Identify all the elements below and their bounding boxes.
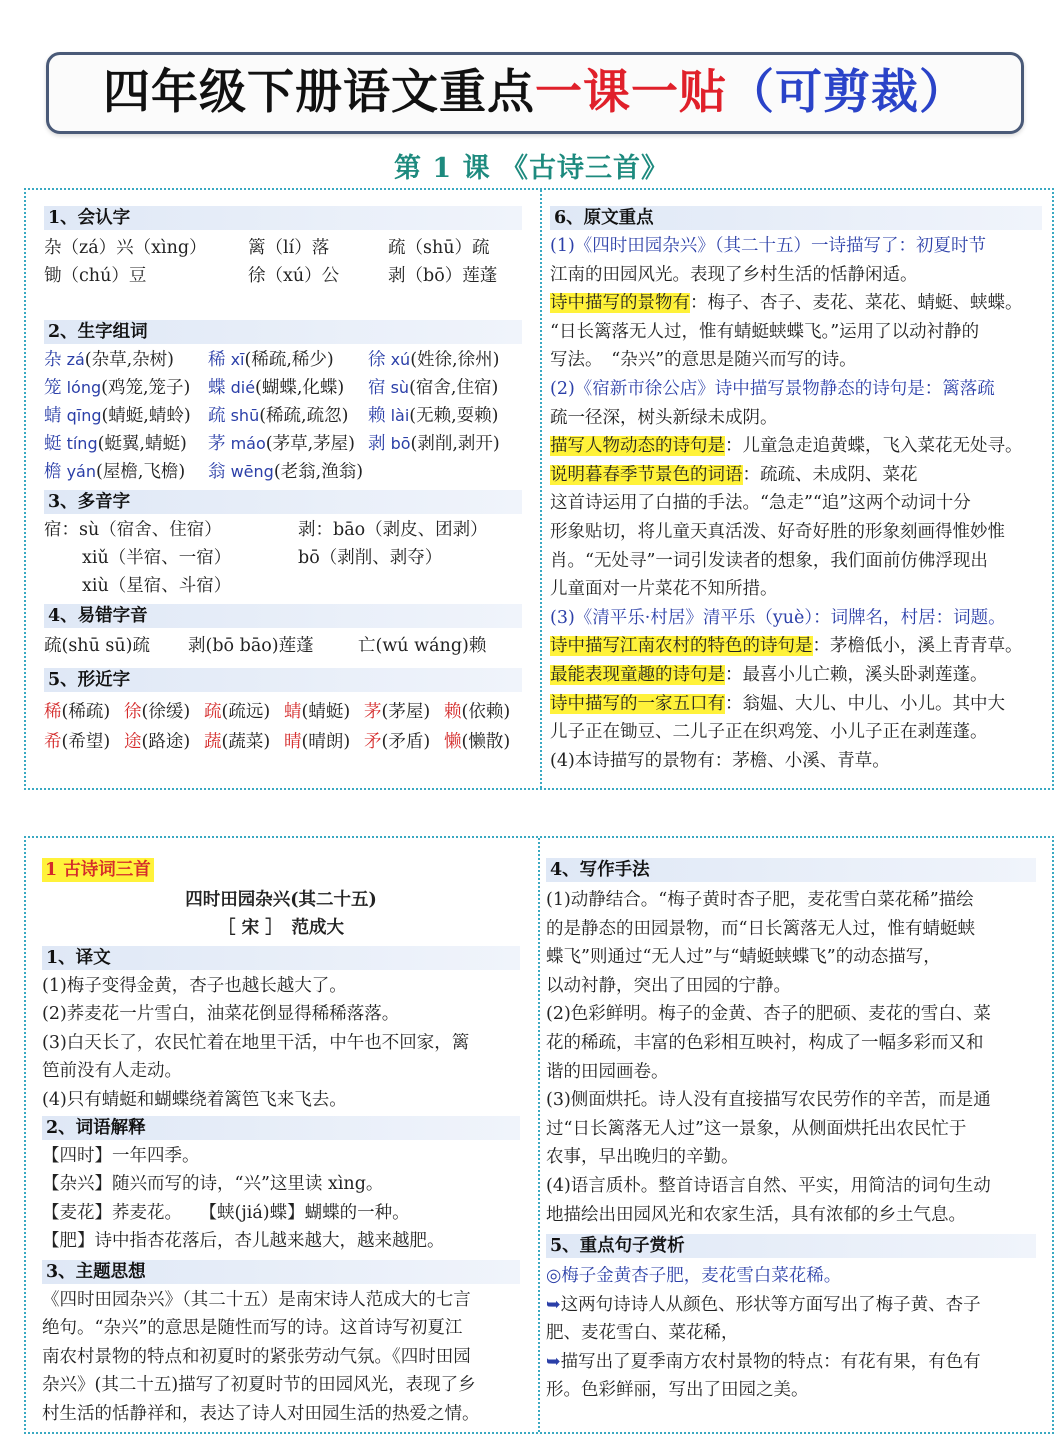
similar-char: 蜻 bbox=[284, 702, 302, 722]
section-heading: 4、写作手法 bbox=[546, 858, 1036, 882]
word-examples: (蜓翼,蜻蜓) bbox=[97, 434, 187, 454]
word-group-item bbox=[44, 404, 191, 428]
highlighted-prompt: 描写人物动态的诗句是 bbox=[550, 436, 725, 457]
column-divider bbox=[540, 190, 542, 788]
pinyin: zá bbox=[61, 350, 85, 369]
section-heading: 1、译文 bbox=[42, 946, 520, 970]
pinyin: dié bbox=[225, 378, 256, 397]
technique-line: 以动衬静，突出了田园的宁静。 bbox=[546, 975, 791, 996]
answer-text: ：疏疏、未成阴、菜花 bbox=[742, 464, 918, 485]
key-text-line: 形象贴切，将儿童天真活泼、好奇好胜的形象刻画得惟妙惟 bbox=[550, 522, 1005, 542]
new-char: 杂 bbox=[44, 350, 62, 370]
answer-text: ：最喜小儿亡赖，溪头卧剥莲蓬。 bbox=[725, 665, 988, 685]
similar-char: 途 bbox=[124, 732, 142, 752]
key-text-line: 写法。 “杂兴”的意思是随兴而写的诗。 bbox=[550, 350, 857, 371]
theme-line: 杂兴》(其二十五)描写了初夏时节的田园风光，表现了乡 bbox=[42, 1375, 476, 1396]
answer-text: ：翁媪、大儿、中儿、小儿。其中大 bbox=[725, 693, 1005, 714]
word-group-item bbox=[368, 432, 500, 456]
banner-title: 四年级下册语文重点 bbox=[103, 65, 535, 120]
poem-author: ［ 宋 ］ 范成大 bbox=[218, 918, 344, 938]
pinyin: xī bbox=[225, 350, 245, 369]
similar-char: 徐 bbox=[124, 702, 142, 722]
word-examples: (宿舍,住宿) bbox=[409, 378, 499, 398]
similar-char-item bbox=[364, 700, 430, 724]
recognize-char-item: 疏（shū）疏 bbox=[388, 238, 490, 258]
tricky-pronunciation-item: 疏(shū sū)疏 bbox=[44, 636, 150, 656]
glossary-line: 【四时】一年四季。 bbox=[42, 1146, 200, 1166]
key-text-line: (3)《清平乐·村居》清平乐（yuè）：词牌名，村居：词题。 bbox=[550, 607, 1006, 628]
glossary-line: 【杂兴】随兴而写的诗，“兴”这里读 xìng。 bbox=[42, 1174, 384, 1195]
word-examples: (老翁,渔翁) bbox=[273, 462, 364, 482]
recognize-char-item: 篱（lí）落 bbox=[248, 238, 330, 258]
key-text-line bbox=[550, 692, 1042, 716]
new-char: 檐 bbox=[44, 462, 62, 482]
pinyin: tíng bbox=[61, 434, 98, 453]
word-group-item bbox=[368, 404, 499, 428]
polyphone-item: xiǔ（半宿、一宿） bbox=[82, 548, 232, 568]
technique-line: 花的稀疏，丰富的色彩相互映衬，构成了一幅多彩而又和 bbox=[546, 1033, 984, 1053]
key-text-line: 疏一径深，树头新绿未成阴。 bbox=[550, 407, 778, 428]
key-text-line: (1)《四时田园杂兴》（其二十五）一诗描写了：初夏时节 bbox=[550, 236, 987, 256]
key-text-line: 这首诗运用了白描的手法。“急走”“追”这两个动词十分 bbox=[550, 493, 971, 514]
card1-left-column bbox=[44, 206, 522, 786]
similar-char-item bbox=[124, 730, 190, 754]
translation-line: (1)梅子变得金黄，杏子也越长越大了。 bbox=[42, 976, 347, 996]
technique-line: 地描绘出田园风光和农家生活，具有浓郁的乡土气息。 bbox=[546, 1204, 966, 1225]
banner-note: （可剪裁） bbox=[727, 65, 967, 120]
similar-char-word: (蔬菜) bbox=[221, 732, 271, 752]
new-char: 稀 bbox=[208, 350, 226, 370]
glossary-line: 【肥】诗中指杏花落后，杏儿越来越大，越来越肥。 bbox=[42, 1231, 445, 1252]
pinyin: lài bbox=[385, 406, 410, 425]
similar-char-word: (疏远) bbox=[221, 702, 271, 722]
technique-line: 过“日长篱落无人过”这一景象，从侧面烘托出农民忙于 bbox=[546, 1118, 967, 1139]
pinyin: xú bbox=[385, 350, 411, 369]
similar-char-item bbox=[444, 700, 510, 724]
banner-highlight: 一课一贴 bbox=[535, 65, 727, 120]
word-group-item bbox=[44, 376, 190, 400]
highlighted-prompt: 最能表现童趣的诗句是 bbox=[550, 665, 725, 685]
polyphone-item: 宿：sù（宿舍、住宿） bbox=[44, 520, 222, 540]
card1-right-column bbox=[550, 206, 1042, 786]
similar-char: 矛 bbox=[364, 732, 382, 752]
similar-char-word: (路途) bbox=[141, 732, 191, 752]
word-examples: (杂草,杂树) bbox=[84, 350, 175, 370]
theme-line: 南农村景物的特点和初夏时的紧张劳动气氛。《四时田园 bbox=[42, 1346, 471, 1367]
appreciation-text: 梅子金黄杏子肥，麦花雪白菜花稀。 bbox=[561, 1266, 842, 1286]
word-examples: (姓徐,徐州) bbox=[410, 350, 500, 370]
similar-char-word: (希望) bbox=[61, 732, 111, 752]
key-text-line: 儿子正在锄豆、二儿子正在织鸡笼、小儿子正在剥莲蓬。 bbox=[550, 722, 988, 743]
word-group-item bbox=[44, 432, 187, 456]
section-heading: 6、原文重点 bbox=[550, 206, 1042, 230]
polyphone-item: xiù（星宿、斗宿） bbox=[82, 576, 232, 596]
arrow-bullet-icon: ➥ bbox=[546, 1351, 561, 1372]
word-examples: (稀疏,疏忽) bbox=[259, 406, 349, 426]
new-char: 翁 bbox=[208, 462, 226, 482]
similar-char-item bbox=[444, 730, 510, 754]
translation-line: (2)荞麦花一片雪白，油菜花倒显得稀稀落落。 bbox=[42, 1004, 400, 1025]
new-char: 赖 bbox=[368, 406, 386, 426]
word-examples: (茅草,茅屋) bbox=[265, 434, 355, 454]
pinyin: shū bbox=[225, 406, 260, 425]
pinyin: lóng bbox=[61, 378, 102, 397]
new-char: 剥 bbox=[368, 434, 386, 454]
key-text-line: “日长篱落无人过，惟有蜻蜓蛱蝶飞。”运用了以动衬静的 bbox=[550, 321, 980, 342]
word-group-item bbox=[208, 460, 363, 484]
similar-char: 希 bbox=[44, 732, 62, 752]
similar-char-item bbox=[44, 730, 110, 754]
technique-line: (3)侧面烘托。诗人没有直接描写农民劳作的辛苦，而是通 bbox=[546, 1090, 991, 1111]
similar-char-item bbox=[124, 700, 190, 724]
appreciation-text: 描写出了夏季南方农村景物的特点：有花有果，有色有 bbox=[560, 1351, 981, 1372]
similar-char-word: (稀疏) bbox=[61, 702, 111, 722]
word-group-item bbox=[208, 404, 348, 428]
lesson-tag: 1 古诗词三首 bbox=[42, 858, 154, 882]
word-group-item bbox=[208, 348, 334, 372]
new-char: 笼 bbox=[44, 378, 62, 398]
section-heading: 2、生字组词 bbox=[44, 320, 522, 344]
appreciation-line bbox=[546, 1293, 1036, 1317]
theme-line: 绝句。“杂兴”的意思是随性而写的诗。这首诗写初夏江 bbox=[42, 1318, 463, 1339]
similar-char: 疏 bbox=[204, 702, 222, 722]
similar-char-word: (徐缓) bbox=[141, 702, 191, 722]
theme-line: 《四时田园杂兴》（其二十五）是南宋诗人范成大的七言 bbox=[42, 1290, 471, 1310]
key-text-line: (4)本诗描写的景物有：茅檐、小溪、青草。 bbox=[550, 750, 890, 771]
word-group-item bbox=[208, 432, 355, 456]
section-heading: 2、词语解释 bbox=[42, 1116, 520, 1140]
highlighted-prompt: 诗中描写的一家五口有 bbox=[550, 693, 725, 714]
similar-char-item bbox=[284, 700, 350, 724]
word-group-item bbox=[368, 376, 498, 400]
technique-line: 谐的田园画卷。 bbox=[546, 1061, 669, 1082]
word-group-item bbox=[208, 376, 344, 400]
polyphone-item: bō（剥削、剥夺） bbox=[298, 548, 443, 568]
technique-line: (2)色彩鲜明。梅子的金黄、杏子的肥硕、麦花的雪白、菜 bbox=[546, 1004, 991, 1025]
new-char: 疏 bbox=[208, 406, 226, 426]
key-text-line: 江南的田园风光。表现了乡村生活的恬静闲适。 bbox=[550, 264, 918, 285]
section-heading: 4、易错字音 bbox=[44, 604, 522, 628]
highlighted-prompt: 说明暮春季节景色的词语 bbox=[550, 464, 743, 485]
poem-title: 四时田园杂兴(其二十五) bbox=[185, 890, 377, 910]
appreciation-line bbox=[546, 1350, 1036, 1374]
new-char: 徐 bbox=[368, 350, 386, 370]
similar-char: 蔬 bbox=[204, 732, 222, 752]
word-examples: (蝴蝶,化蝶) bbox=[255, 378, 345, 398]
word-examples: (剥削,剥开) bbox=[410, 434, 500, 454]
pinyin: yán bbox=[61, 462, 96, 481]
key-text-line bbox=[550, 463, 1042, 487]
column-divider bbox=[538, 838, 540, 1432]
key-text-line: 肖。“无处寻”一词引发读者的想象，我们面前仿佛浮现出 bbox=[550, 550, 988, 571]
appreciation-text: 这两句诗诗人从颜色、形状等方面写出了梅子黄、杏子 bbox=[560, 1294, 981, 1315]
technique-line: 农事，早出晚归的辛勤。 bbox=[546, 1147, 739, 1168]
similar-char: 稀 bbox=[44, 702, 62, 722]
new-char: 蜓 bbox=[44, 434, 62, 454]
section-heading: 1、会认字 bbox=[44, 206, 522, 230]
new-char: 茅 bbox=[208, 434, 226, 454]
word-examples: (屋檐,飞檐) bbox=[96, 462, 186, 482]
key-text-line bbox=[550, 663, 1042, 687]
recognize-char-item: 剥（bō）莲蓬 bbox=[388, 266, 498, 286]
pinyin: máo bbox=[225, 434, 266, 453]
section-heading: 3、主题思想 bbox=[42, 1260, 520, 1284]
similar-char-word: (晴朗) bbox=[301, 732, 351, 752]
card2-right-column bbox=[546, 858, 1036, 1428]
section-heading: 5、重点句子赏析 bbox=[546, 1234, 1036, 1258]
similar-char-word: (依赖) bbox=[461, 702, 511, 722]
similar-char-word: (蜻蜓) bbox=[301, 702, 351, 722]
word-examples: (稀疏,稀少) bbox=[244, 350, 334, 370]
similar-char-item bbox=[204, 700, 270, 724]
lesson-card-top bbox=[24, 188, 1054, 790]
key-text-line bbox=[550, 291, 1042, 315]
tricky-pronunciation-item: 亡(wú wáng)赖 bbox=[358, 636, 487, 656]
new-char: 蝶 bbox=[208, 378, 226, 398]
appreciation-line: 肥、麦花雪白、菜花稀， bbox=[546, 1323, 739, 1344]
answer-text: ：茅檐低小，溪上青青草。 bbox=[812, 636, 1023, 657]
title-banner bbox=[46, 52, 1024, 134]
key-text-line bbox=[550, 634, 1042, 658]
key-text-line: (2)《宿新市徐公店》诗中描写景物静态的诗句是：篱落疏 bbox=[550, 379, 995, 399]
section-heading: 5、形近字 bbox=[44, 668, 522, 692]
similar-char: 茅 bbox=[364, 702, 382, 722]
similar-char-word: (懒散) bbox=[461, 732, 511, 752]
recognize-char-item: 徐（xú）公 bbox=[248, 266, 340, 286]
pinyin: sù bbox=[385, 378, 410, 397]
recognize-char-item: 锄（chú）豆 bbox=[44, 266, 147, 286]
appreciation-line: 形。色彩鲜丽，写出了田园之美。 bbox=[546, 1380, 809, 1401]
pinyin: bō bbox=[385, 434, 411, 453]
highlighted-prompt: 诗中描写的景物有 bbox=[550, 293, 690, 314]
card2-left-column bbox=[42, 858, 520, 1428]
similar-char-item bbox=[284, 730, 350, 754]
new-char: 宿 bbox=[368, 378, 386, 398]
new-char: 蜻 bbox=[44, 406, 62, 426]
translation-line: (3)白天长了，农民忙着在地里干活，中午也不回家，篱 bbox=[42, 1032, 470, 1053]
similar-char: 晴 bbox=[284, 732, 302, 752]
pinyin: qīng bbox=[61, 406, 102, 425]
circle-bullet-icon: ◎ bbox=[546, 1266, 562, 1286]
answer-text: ：儿童急走追黄蝶，飞入菜花无处寻。 bbox=[725, 436, 1023, 457]
lesson-title: 第 1 课 《古诗三首》 bbox=[394, 153, 669, 184]
arrow-bullet-icon: ➥ bbox=[546, 1294, 561, 1315]
polyphone-item: 剥：bāo（剥皮、团剥） bbox=[298, 520, 488, 540]
section-heading: 3、多音字 bbox=[44, 490, 522, 514]
technique-line: 的是静态的田园景物，而“日长篱落无人过，惟有蜻蜓蛱 bbox=[546, 918, 975, 939]
glossary-line: 【麦花】荞麦花。 【蛱(jiá)蝶】蝴蝶的一种。 bbox=[42, 1202, 410, 1223]
highlighted-prompt: 诗中描写江南农村的特色的诗句是 bbox=[550, 636, 813, 657]
similar-char-item bbox=[44, 700, 110, 724]
word-group-item bbox=[44, 348, 174, 372]
technique-line: (1)动静结合。“梅子黄时杏子肥，麦花雪白菜花稀”描绘 bbox=[546, 890, 974, 910]
key-text-line: 儿童面对一片菜花不知所措。 bbox=[550, 579, 778, 600]
lesson-tag-row bbox=[42, 858, 154, 882]
word-examples: (鸡笼,笼子) bbox=[101, 378, 191, 398]
word-group-item bbox=[368, 348, 499, 372]
similar-char-word: (茅屋) bbox=[381, 702, 431, 722]
similar-char-item bbox=[364, 730, 430, 754]
translation-line: 笆前没有人走动。 bbox=[42, 1061, 182, 1082]
similar-char: 懒 bbox=[444, 732, 462, 752]
tricky-pronunciation-item: 剥(bō bāo)莲蓬 bbox=[188, 636, 314, 656]
answer-text: ：梅子、杏子、麦花、菜花、蜻蜓、蛱蝶。 bbox=[690, 293, 1023, 314]
technique-line: (4)语言质朴。整首诗语言自然、平实，用简洁的词句生动 bbox=[546, 1176, 991, 1196]
recognize-char-item: 杂（zá）兴（xìng） bbox=[44, 238, 207, 258]
similar-char-item bbox=[204, 730, 270, 754]
appreciation-line bbox=[546, 1264, 1036, 1288]
translation-line: (4)只有蜻蜓和蝴蝶绕着篱笆飞来飞去。 bbox=[42, 1089, 347, 1110]
lesson-card-bottom bbox=[24, 836, 1054, 1434]
pinyin: wēng bbox=[225, 462, 274, 481]
word-group-item bbox=[44, 460, 185, 484]
word-examples: (无赖,耍赖) bbox=[409, 406, 499, 426]
similar-char: 赖 bbox=[444, 702, 462, 722]
theme-line: 村生活的恬静祥和，表达了诗人对田园生活的热爱之情。 bbox=[42, 1403, 480, 1424]
similar-char-word: (矛盾) bbox=[381, 732, 431, 752]
key-text-line bbox=[550, 434, 1042, 458]
technique-line: 蝶飞”则通过“无人过”与“蜻蜓蛱蝶飞”的动态描写， bbox=[546, 947, 941, 968]
word-examples: (蜻蜓,蜻蛉) bbox=[101, 406, 191, 426]
